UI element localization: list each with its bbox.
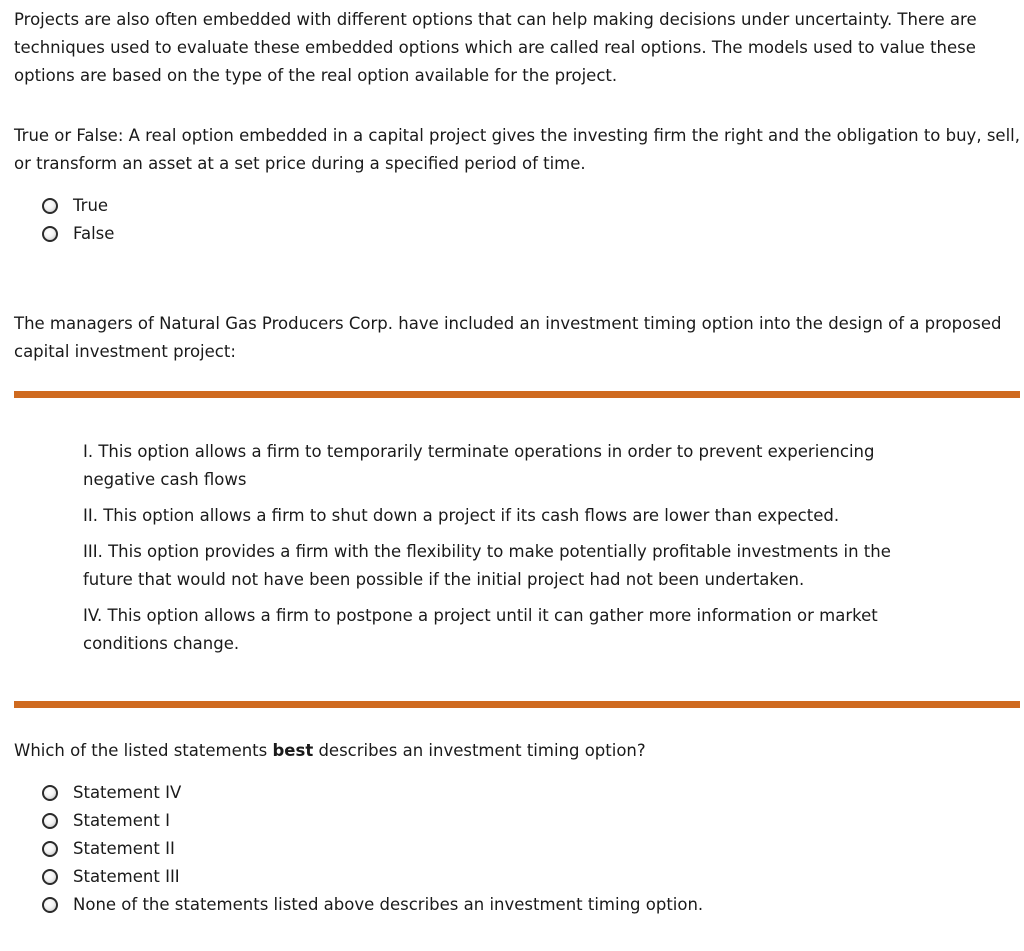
question-2-text (14, 737, 1020, 765)
option-none[interactable] (42, 891, 1020, 919)
divider-bottom (14, 701, 1020, 708)
radio-button-icon[interactable] (42, 226, 58, 242)
statement-ii: II. This option allows a firm to shut down a project if its cash flows are lower than expected. (83, 506, 840, 525)
option-false[interactable] (42, 220, 1020, 248)
radio-button-icon[interactable] (42, 841, 58, 857)
question-2-text-after: describes an investment timing option? (313, 741, 646, 760)
option-label: None of the statements listed above describes an investment timing option. (73, 895, 704, 914)
intro-paragraph: Projects are also often embedded with different options that can help making decisions under uncertainty. There are techniques used to evaluate these embedded options which are called real options. The models used to value these options are based on the type of the real option available for the project. (14, 10, 977, 85)
option-label: Statement IV (73, 783, 182, 802)
scenario-paragraph: The managers of Natural Gas Producers Corp. have included an investment timing option into the design of a proposed capital investment project: (14, 314, 1002, 361)
option-statement-i[interactable] (42, 807, 1020, 835)
divider-top (14, 391, 1020, 398)
option-statement-iii[interactable] (42, 863, 1020, 891)
radio-button-icon[interactable] (42, 785, 58, 801)
option-label: Statement III (73, 867, 180, 886)
question-2-emphasis: best (272, 741, 314, 760)
option-label: True (73, 196, 109, 215)
radio-button-icon[interactable] (42, 869, 58, 885)
statement-iv: IV. This option allows a firm to postpone a project until it can gather more information or market conditions change. (83, 606, 878, 653)
option-label: False (73, 224, 115, 243)
statements-list (14, 398, 923, 658)
question-1-text: True or False: A real option embedded in a capital project gives the investing firm the right and the obligation to buy, sell, or transform an asset at a set price during a specified period of time. (14, 126, 1020, 173)
option-label: Statement I (73, 811, 170, 830)
radio-button-icon[interactable] (42, 897, 58, 913)
option-true[interactable] (42, 192, 1020, 220)
statement-i: I. This option allows a firm to temporarily terminate operations in order to prevent experiencing negative cash flows (83, 442, 875, 489)
option-statement-iv[interactable] (42, 779, 1020, 807)
question-2-text-before: Which of the listed statements (14, 741, 273, 760)
question-1-options (42, 192, 1020, 248)
option-label: Statement II (73, 839, 175, 858)
statement-iii: III. This option provides a firm with the flexibility to make potentially profitable investments in the future that would not have been possible if the initial project had not been undertaken. (83, 542, 891, 589)
radio-button-icon[interactable] (42, 813, 58, 829)
radio-button-icon[interactable] (42, 198, 58, 214)
option-statement-ii[interactable] (42, 835, 1020, 863)
page-content (14, 6, 1020, 919)
question-2-options (42, 779, 1020, 919)
